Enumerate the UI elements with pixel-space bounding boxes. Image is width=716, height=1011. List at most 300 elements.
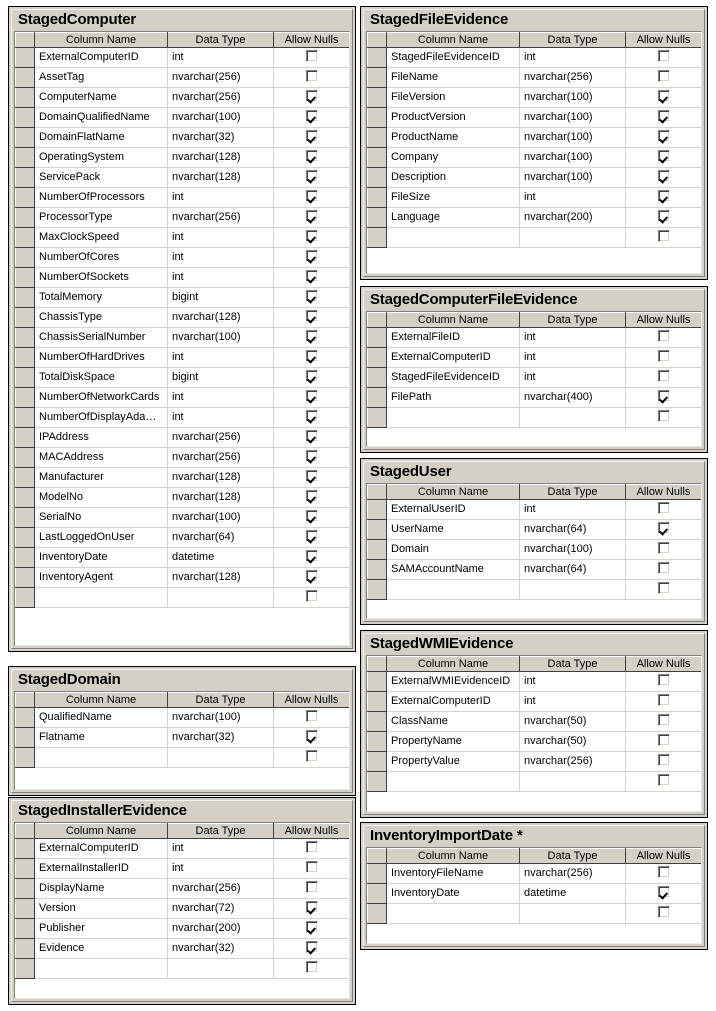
data-type-cell[interactable]: nvarchar(256) [168,428,274,448]
allow-nulls-cell[interactable] [626,772,702,792]
table-row[interactable] [368,904,702,924]
table-row[interactable] [16,919,350,939]
row-selector-cell[interactable] [368,208,387,228]
data-type-cell[interactable]: int [168,188,274,208]
column-name-cell[interactable]: NumberOfNetworkCards [35,388,168,408]
column-name-cell[interactable]: Description [387,168,520,188]
checkbox-unchecked-icon[interactable] [658,866,670,878]
row-selector-header[interactable] [16,33,35,48]
row-selector-cell[interactable] [16,408,35,428]
table-row[interactable] [368,328,702,348]
checkbox-unchecked-icon[interactable] [306,590,318,602]
data-type-cell[interactable]: nvarchar(256) [168,88,274,108]
data-type-cell[interactable] [520,904,626,924]
column-grid[interactable] [366,655,702,812]
checkbox-checked-icon[interactable] [306,941,318,953]
data-type-cell[interactable] [520,772,626,792]
row-selector-cell[interactable] [16,959,35,979]
row-selector-cell[interactable] [16,508,35,528]
allow-nulls-cell[interactable] [274,408,350,428]
allow-nulls-cell[interactable] [626,540,702,560]
allow-nulls-cell[interactable] [274,959,350,979]
column-name-cell[interactable]: Flatname [35,728,168,748]
data-type-cell[interactable]: nvarchar(256) [168,208,274,228]
column-grid[interactable] [366,847,702,944]
table-row[interactable] [16,88,350,108]
data-type-cell[interactable] [168,959,274,979]
checkbox-unchecked-icon[interactable] [306,961,318,973]
column-name-cell[interactable]: ModelNo [35,488,168,508]
allow-nulls-cell[interactable] [274,368,350,388]
allow-nulls-cell[interactable] [626,348,702,368]
table-row[interactable] [16,388,350,408]
allow-nulls-cell[interactable] [626,208,702,228]
data-type-cell[interactable]: nvarchar(400) [520,388,626,408]
column-name-cell[interactable]: InventoryDate [35,548,168,568]
column-header-data-type[interactable]: Data Type [520,849,626,864]
row-selector-cell[interactable] [368,228,387,248]
column-grid[interactable] [366,483,702,619]
row-selector-cell[interactable] [16,879,35,899]
column-name-cell[interactable]: IPAddress [35,428,168,448]
column-grid[interactable] [14,822,350,999]
column-name-cell[interactable]: ExternalInstallerID [35,859,168,879]
row-selector-cell[interactable] [368,188,387,208]
data-type-cell[interactable]: nvarchar(50) [520,732,626,752]
checkbox-unchecked-icon[interactable] [306,841,318,853]
checkbox-checked-icon[interactable] [306,490,318,502]
column-name-cell[interactable]: AssetTag [35,68,168,88]
column-name-cell[interactable]: ChassisType [35,308,168,328]
table-row[interactable] [368,692,702,712]
checkbox-checked-icon[interactable] [306,230,318,242]
table-row[interactable] [16,528,350,548]
table-row[interactable] [16,508,350,528]
row-selector-cell[interactable] [16,368,35,388]
column-name-cell[interactable] [387,772,520,792]
table-row[interactable] [368,228,702,248]
data-type-cell[interactable]: nvarchar(256) [520,864,626,884]
table-row[interactable] [368,368,702,388]
checkbox-checked-icon[interactable] [306,730,318,742]
checkbox-checked-icon[interactable] [306,310,318,322]
data-type-cell[interactable]: int [520,672,626,692]
data-type-cell[interactable]: int [168,268,274,288]
row-selector-cell[interactable] [16,428,35,448]
column-header-allow-nulls[interactable]: Allow Nulls [274,33,350,48]
table-row[interactable] [368,68,702,88]
allow-nulls-cell[interactable] [274,839,350,859]
table-row[interactable] [16,348,350,368]
row-selector-header[interactable] [16,693,35,708]
row-selector-cell[interactable] [16,939,35,959]
column-name-cell[interactable] [387,904,520,924]
data-type-cell[interactable]: int [168,839,274,859]
row-selector-cell[interactable] [16,528,35,548]
allow-nulls-cell[interactable] [274,548,350,568]
data-type-cell[interactable]: int [520,328,626,348]
table-row[interactable] [16,588,350,608]
table-row[interactable] [16,208,350,228]
checkbox-unchecked-icon[interactable] [306,750,318,762]
data-type-cell[interactable]: nvarchar(256) [520,68,626,88]
column-name-cell[interactable]: QualifiedName [35,708,168,728]
checkbox-checked-icon[interactable] [306,450,318,462]
row-selector-cell[interactable] [16,348,35,368]
row-selector-cell[interactable] [16,308,35,328]
data-type-cell[interactable]: nvarchar(32) [168,128,274,148]
checkbox-checked-icon[interactable] [306,921,318,933]
column-header-column-name[interactable]: Column Name [387,313,520,328]
row-selector-cell[interactable] [16,859,35,879]
data-type-cell[interactable]: nvarchar(100) [520,168,626,188]
data-type-cell[interactable]: datetime [520,884,626,904]
table-row[interactable] [368,188,702,208]
data-type-cell[interactable]: nvarchar(100) [168,108,274,128]
row-selector-cell[interactable] [16,839,35,859]
data-type-cell[interactable]: nvarchar(100) [520,148,626,168]
column-header-allow-nulls[interactable]: Allow Nulls [274,693,350,708]
table-row[interactable] [368,108,702,128]
checkbox-checked-icon[interactable] [306,210,318,222]
allow-nulls-cell[interactable] [626,732,702,752]
row-selector-cell[interactable] [368,732,387,752]
data-type-cell[interactable] [520,580,626,600]
table-row[interactable] [368,208,702,228]
data-type-cell[interactable]: int [520,500,626,520]
row-selector-cell[interactable] [16,88,35,108]
allow-nulls-cell[interactable] [626,520,702,540]
allow-nulls-cell[interactable] [626,128,702,148]
table-row[interactable] [16,288,350,308]
table-row[interactable] [368,712,702,732]
checkbox-checked-icon[interactable] [306,110,318,122]
table-row[interactable] [16,188,350,208]
table-box-stageduser[interactable] [360,458,708,625]
column-header-data-type[interactable]: Data Type [168,824,274,839]
data-type-cell[interactable] [520,408,626,428]
column-name-cell[interactable]: UserName [387,520,520,540]
table-row[interactable] [368,864,702,884]
allow-nulls-cell[interactable] [274,108,350,128]
column-name-cell[interactable]: TotalMemory [35,288,168,308]
allow-nulls-cell[interactable] [626,864,702,884]
data-type-cell[interactable]: int [520,692,626,712]
data-type-cell[interactable]: nvarchar(256) [168,68,274,88]
table-row[interactable] [16,939,350,959]
checkbox-unchecked-icon[interactable] [658,562,670,574]
checkbox-unchecked-icon[interactable] [658,410,670,422]
column-name-cell[interactable]: DomainFlatName [35,128,168,148]
column-name-cell[interactable]: InventoryAgent [35,568,168,588]
table-row[interactable] [16,328,350,348]
checkbox-checked-icon[interactable] [306,530,318,542]
checkbox-checked-icon[interactable] [306,410,318,422]
row-selector-header[interactable] [368,33,387,48]
data-type-cell[interactable]: nvarchar(256) [168,448,274,468]
allow-nulls-cell[interactable] [274,68,350,88]
allow-nulls-cell[interactable] [274,939,350,959]
column-header-column-name[interactable]: Column Name [387,33,520,48]
row-selector-cell[interactable] [368,864,387,884]
row-selector-cell[interactable] [16,728,35,748]
column-name-cell[interactable]: Publisher [35,919,168,939]
table-row[interactable] [16,248,350,268]
table-box-stagedcomputer[interactable] [8,6,356,652]
allow-nulls-cell[interactable] [626,752,702,772]
allow-nulls-cell[interactable] [274,268,350,288]
column-header-data-type[interactable]: Data Type [168,33,274,48]
column-header-data-type[interactable]: Data Type [168,693,274,708]
table-row[interactable] [368,500,702,520]
data-type-cell[interactable]: int [520,368,626,388]
table-row[interactable] [16,448,350,468]
allow-nulls-cell[interactable] [274,148,350,168]
column-name-cell[interactable]: StagedFileEvidenceID [387,368,520,388]
table-box-stagedcomputerfileevidence[interactable] [360,286,708,453]
table-row[interactable] [16,568,350,588]
checkbox-checked-icon[interactable] [306,150,318,162]
checkbox-checked-icon[interactable] [658,210,670,222]
allow-nulls-cell[interactable] [626,672,702,692]
table-row[interactable] [368,772,702,792]
allow-nulls-cell[interactable] [274,728,350,748]
checkbox-checked-icon[interactable] [306,250,318,262]
row-selector-cell[interactable] [368,580,387,600]
column-header-column-name[interactable]: Column Name [35,824,168,839]
row-selector-cell[interactable] [16,208,35,228]
checkbox-unchecked-icon[interactable] [658,714,670,726]
row-selector-cell[interactable] [368,388,387,408]
column-header-data-type[interactable]: Data Type [520,657,626,672]
data-type-cell[interactable]: int [168,228,274,248]
table-row[interactable] [368,540,702,560]
row-selector-cell[interactable] [16,899,35,919]
data-type-cell[interactable]: nvarchar(128) [168,568,274,588]
row-selector-cell[interactable] [16,488,35,508]
allow-nulls-cell[interactable] [626,904,702,924]
column-header-allow-nulls[interactable]: Allow Nulls [626,33,702,48]
data-type-cell[interactable]: nvarchar(72) [168,899,274,919]
row-selector-cell[interactable] [16,128,35,148]
row-selector-header[interactable] [368,657,387,672]
table-title[interactable]: InventoryImportDate * [370,827,523,844]
table-row[interactable] [16,428,350,448]
column-name-cell[interactable]: PropertyValue [387,752,520,772]
data-type-cell[interactable]: nvarchar(128) [168,488,274,508]
row-selector-cell[interactable] [16,248,35,268]
column-name-cell[interactable]: NumberOfSockets [35,268,168,288]
data-type-cell[interactable]: nvarchar(256) [168,879,274,899]
row-selector-cell[interactable] [368,500,387,520]
column-name-cell[interactable]: Manufacturer [35,468,168,488]
column-name-cell[interactable]: ProcessorType [35,208,168,228]
column-header-column-name[interactable]: Column Name [35,33,168,48]
row-selector-cell[interactable] [16,588,35,608]
column-name-cell[interactable]: FileSize [387,188,520,208]
row-selector-cell[interactable] [368,368,387,388]
column-name-cell[interactable]: SerialNo [35,508,168,528]
column-name-cell[interactable]: Company [387,148,520,168]
allow-nulls-cell[interactable] [274,899,350,919]
data-type-cell[interactable]: int [168,248,274,268]
allow-nulls-cell[interactable] [626,368,702,388]
checkbox-checked-icon[interactable] [306,130,318,142]
row-selector-cell[interactable] [368,148,387,168]
checkbox-unchecked-icon[interactable] [658,754,670,766]
table-box-inventoryimportdate[interactable] [360,822,708,950]
checkbox-checked-icon[interactable] [658,190,670,202]
allow-nulls-cell[interactable] [274,88,350,108]
table-row[interactable] [16,468,350,488]
data-type-cell[interactable]: nvarchar(100) [168,508,274,528]
data-type-cell[interactable]: nvarchar(100) [520,540,626,560]
table-row[interactable] [16,268,350,288]
column-name-cell[interactable]: DomainQualifiedName [35,108,168,128]
row-selector-cell[interactable] [368,540,387,560]
checkbox-checked-icon[interactable] [306,570,318,582]
table-row[interactable] [16,959,350,979]
row-selector-header[interactable] [368,313,387,328]
data-type-cell[interactable]: nvarchar(200) [168,919,274,939]
row-selector-cell[interactable] [16,448,35,468]
table-row[interactable] [368,884,702,904]
table-row[interactable] [16,548,350,568]
column-header-data-type[interactable]: Data Type [520,313,626,328]
table-row[interactable] [16,408,350,428]
checkbox-unchecked-icon[interactable] [658,906,670,918]
column-name-cell[interactable]: TotalDiskSpace [35,368,168,388]
table-row[interactable] [16,728,350,748]
checkbox-checked-icon[interactable] [306,290,318,302]
row-selector-cell[interactable] [16,228,35,248]
allow-nulls-cell[interactable] [274,168,350,188]
data-type-cell[interactable]: nvarchar(128) [168,148,274,168]
data-type-cell[interactable]: nvarchar(256) [520,752,626,772]
row-selector-cell[interactable] [16,288,35,308]
checkbox-unchecked-icon[interactable] [306,861,318,873]
data-type-cell[interactable]: datetime [168,548,274,568]
table-row[interactable] [16,308,350,328]
allow-nulls-cell[interactable] [626,692,702,712]
data-type-cell[interactable] [168,588,274,608]
row-selector-cell[interactable] [16,148,35,168]
row-selector-cell[interactable] [368,672,387,692]
column-header-allow-nulls[interactable]: Allow Nulls [626,485,702,500]
data-type-cell[interactable]: nvarchar(100) [520,108,626,128]
allow-nulls-cell[interactable] [626,388,702,408]
checkbox-unchecked-icon[interactable] [306,881,318,893]
table-row[interactable] [16,128,350,148]
table-title[interactable]: StagedComputer [18,11,137,28]
checkbox-unchecked-icon[interactable] [658,350,670,362]
allow-nulls-cell[interactable] [274,288,350,308]
table-row[interactable] [368,408,702,428]
checkbox-checked-icon[interactable] [306,330,318,342]
data-type-cell[interactable]: bigint [168,368,274,388]
row-selector-cell[interactable] [368,520,387,540]
column-grid[interactable] [14,31,350,646]
allow-nulls-cell[interactable] [274,228,350,248]
column-name-cell[interactable]: DisplayName [35,879,168,899]
checkbox-checked-icon[interactable] [306,901,318,913]
column-name-cell[interactable]: NumberOfProcessors [35,188,168,208]
checkbox-checked-icon[interactable] [306,390,318,402]
column-name-cell[interactable]: ExternalComputerID [387,692,520,712]
table-row[interactable] [16,108,350,128]
column-name-cell[interactable]: MaxClockSpeed [35,228,168,248]
table-row[interactable] [16,68,350,88]
table-row[interactable] [16,228,350,248]
allow-nulls-cell[interactable] [626,188,702,208]
table-row[interactable] [368,88,702,108]
column-header-allow-nulls[interactable]: Allow Nulls [274,824,350,839]
row-selector-cell[interactable] [368,68,387,88]
column-name-cell[interactable]: ClassName [387,712,520,732]
allow-nulls-cell[interactable] [274,448,350,468]
row-selector-header[interactable] [16,824,35,839]
allow-nulls-cell[interactable] [626,228,702,248]
table-title[interactable]: StagedInstallerEvidence [18,802,187,819]
table-row[interactable] [16,708,350,728]
column-name-cell[interactable]: ProductName [387,128,520,148]
table-row[interactable] [368,168,702,188]
data-type-cell[interactable]: nvarchar(32) [168,939,274,959]
column-header-data-type[interactable]: Data Type [520,485,626,500]
checkbox-checked-icon[interactable] [306,370,318,382]
allow-nulls-cell[interactable] [274,188,350,208]
allow-nulls-cell[interactable] [274,208,350,228]
row-selector-cell[interactable] [368,408,387,428]
column-name-cell[interactable]: ExternalWMIEvidenceID [387,672,520,692]
allow-nulls-cell[interactable] [274,308,350,328]
checkbox-checked-icon[interactable] [306,470,318,482]
column-header-column-name[interactable]: Column Name [387,849,520,864]
row-selector-cell[interactable] [368,752,387,772]
allow-nulls-cell[interactable] [274,468,350,488]
allow-nulls-cell[interactable] [274,48,350,68]
data-type-cell[interactable]: nvarchar(100) [168,328,274,348]
table-row[interactable] [16,879,350,899]
checkbox-checked-icon[interactable] [658,886,670,898]
column-name-cell[interactable]: FileName [387,68,520,88]
column-name-cell[interactable]: ExternalComputerID [35,48,168,68]
allow-nulls-cell[interactable] [626,68,702,88]
column-name-cell[interactable]: StagedFileEvidenceID [387,48,520,68]
allow-nulls-cell[interactable] [274,859,350,879]
allow-nulls-cell[interactable] [274,428,350,448]
table-row[interactable] [16,368,350,388]
data-type-cell[interactable] [168,748,274,768]
column-name-cell[interactable]: NumberOfHardDrives [35,348,168,368]
column-name-cell[interactable]: MACAddress [35,448,168,468]
data-type-cell[interactable]: int [168,859,274,879]
column-header-allow-nulls[interactable]: Allow Nulls [626,849,702,864]
table-title[interactable]: StagedUser [370,463,452,480]
checkbox-checked-icon[interactable] [306,170,318,182]
checkbox-unchecked-icon[interactable] [658,502,670,514]
column-name-cell[interactable]: Evidence [35,939,168,959]
table-row[interactable] [16,859,350,879]
table-title[interactable]: StagedFileEvidence [370,11,509,28]
table-box-stagedwmievidence[interactable] [360,630,708,818]
checkbox-unchecked-icon[interactable] [306,70,318,82]
column-name-cell[interactable]: Version [35,899,168,919]
row-selector-cell[interactable] [368,904,387,924]
table-row[interactable] [16,168,350,188]
table-row[interactable] [368,148,702,168]
checkbox-unchecked-icon[interactable] [306,710,318,722]
